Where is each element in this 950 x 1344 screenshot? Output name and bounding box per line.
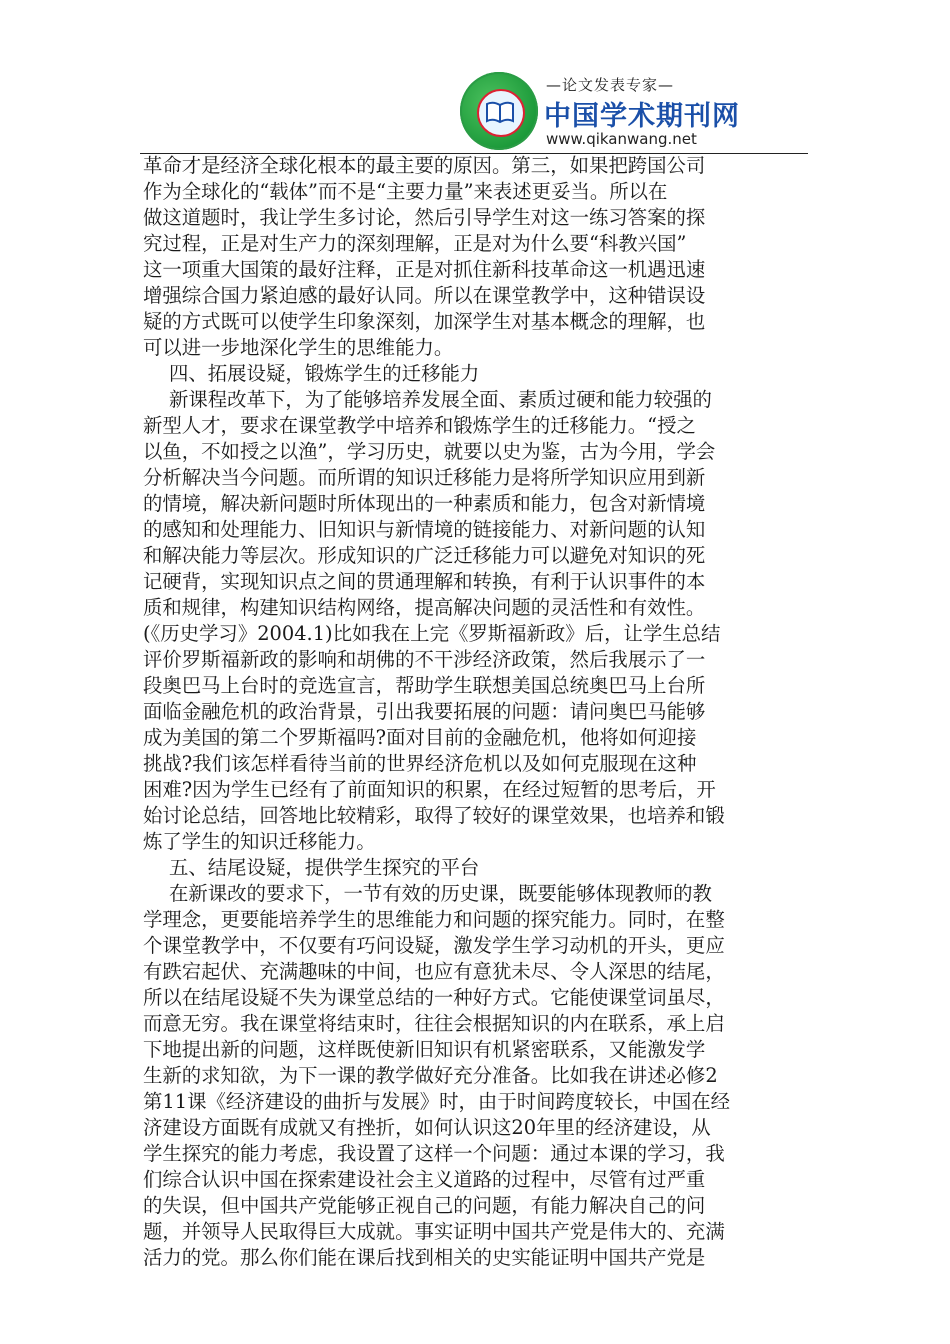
text-line: 学理念，更要能培养学生的思维能力和问题的探究能力。同时，在整 (143, 908, 725, 931)
text-line: 这一项重大国策的最好注释，正是对抓住新科技革命这一机遇迅速 (143, 258, 706, 281)
text-line: 挑战?我们该怎样看待当前的世界经济危机以及如何克服现在这种 (143, 752, 697, 775)
text-line: 可以进一步地深化学生的思维能力。 (143, 336, 454, 359)
text-line: 在新课改的要求下，一节有效的历史课，既要能够体现教师的教 (169, 882, 712, 905)
text-line: 增强综合国力紧迫感的最好认同。所以在课堂教学中，这种错误设 (143, 284, 706, 307)
text-line: 新型人才，要求在课堂教学中培养和锻炼学生的迁移能力。“授之 (143, 414, 696, 437)
text-line: 成为美国的第二个罗斯福吗?面对目前的金融危机，他将如何迎接 (143, 726, 697, 749)
book-icon (477, 89, 525, 137)
text-line: 评价罗斯福新政的影响和胡佛的不干涉经济政策，然后我展示了一 (143, 648, 706, 671)
text-line: 的情境，解决新问题时所体现出的一种素质和能力，包含对新情境 (143, 492, 706, 515)
text-line: 题，并领导人民取得巨大成就。事实证明中国共产党是伟大的、充满 (143, 1220, 725, 1243)
section-heading: 五、结尾设疑，提供学生探究的平台 (169, 856, 480, 879)
article-body (143, 153, 811, 1271)
text-line: 的感知和处理能力、旧知识与新情境的链接能力、对新问题的认知 (143, 518, 706, 541)
text-line: 有跌宕起伏、充满趣味的中间，也应有意犹未尽、令人深思的结尾， (143, 960, 725, 983)
text-line: 和解决能力等层次。形成知识的广泛迁移能力可以避免对知识的死 (143, 544, 706, 567)
text-line: 新课程改革下，为了能够培养发展全面、素质过硬和能力较强的 (169, 388, 712, 411)
text-line: 面临金融危机的政治背景，引出我要拓展的问题：请问奥巴马能够 (143, 700, 706, 723)
logo-tagline: —论文发表专家— (546, 76, 675, 94)
text-line: 困难?因为学生已经有了前面知识的积累，在经过短暂的思考后，开 (143, 778, 716, 801)
text-line: 以鱼，不如授之以渔”，学习历史，就要以史为鉴，古为今用，学会 (143, 440, 716, 463)
section-heading: 四、拓展设疑，锻炼学生的迁移能力 (169, 362, 480, 385)
text-line: 活力的党。那么你们能在课后找到相关的史实能证明中国共产党是 (143, 1246, 706, 1269)
text-line: 始讨论总结，回答地比较精彩，取得了较好的课堂效果，也培养和锻 (143, 804, 725, 827)
text-line: 段奥巴马上台时的竞选宣言，帮助学生联想美国总统奥巴马上台所 (143, 674, 706, 697)
text-line: 所以在结尾设疑不失为课堂总结的一种好方式。它能使课堂词虽尽， (143, 986, 725, 1009)
logo-name: 中国学术期刊网 (544, 101, 740, 132)
text-line: 做这道题时，我让学生多讨论，然后引导学生对这一练习答案的探 (143, 206, 706, 229)
text-line: 济建设方面既有成就又有挫折，如何认识这20年里的经济建设，从 (143, 1116, 711, 1139)
text-line: 革命才是经济全球化根本的最主要的原因。第三，如果把跨国公司 (143, 154, 706, 177)
text-line: 记硬背，实现知识点之间的贯通理解和转换，有利于认识事件的本 (143, 570, 706, 593)
text-line: 而意无穷。我在课堂将结束时，往往会根据知识的内在联系，承上启 (143, 1012, 725, 1035)
text-line: 学生探究的能力考虑，我设置了这样一个问题：通过本课的学习，我 (143, 1142, 725, 1165)
text-line: 第11课《经济建设的曲折与发展》时，由于时间跨度较长，中国在经 (143, 1090, 731, 1113)
text-line: 个课堂教学中，不仅要有巧问设疑，激发学生学习动机的开头，更应 (143, 934, 725, 957)
text-line: 分析解决当今问题。而所谓的知识迁移能力是将所学知识应用到新 (143, 466, 706, 489)
text-line: (《历史学习》2004.1)比如我在上完《罗斯福新政》后，让学生总结 (143, 622, 721, 645)
text-line: 究过程，正是对生产力的深刻理解，正是对为什么要“科教兴国” (143, 232, 687, 255)
logo-emblem (460, 72, 538, 150)
text-line: 下地提出新的问题，这样既使新旧知识有机紧密联系，又能激发学 (143, 1038, 706, 1061)
text-line: 生新的求知欲，为下一课的教学做好充分准备。比如我在讲述必修2 (143, 1064, 718, 1087)
journal-logo (460, 70, 740, 152)
text-line: 炼了学生的知识迁移能力。 (143, 830, 376, 853)
text-line: 作为全球化的“载体”而不是“主要力量”来表述更妥当。所以在 (143, 180, 668, 203)
text-line: 的失误，但中国共产党能够正视自己的问题，有能力解决自己的问 (143, 1194, 706, 1217)
text-line: 质和规律，构建知识结构网络，提高解决问题的灵活性和有效性。 (143, 596, 706, 619)
text-line: 疑的方式既可以使学生印象深刻，加深学生对基本概念的理解，也 (143, 310, 706, 333)
text-line: 们综合认识中国在探索建设社会主义道路的过程中，尽管有过严重 (143, 1168, 706, 1191)
logo-url: www.qikanwang.net (546, 130, 697, 148)
